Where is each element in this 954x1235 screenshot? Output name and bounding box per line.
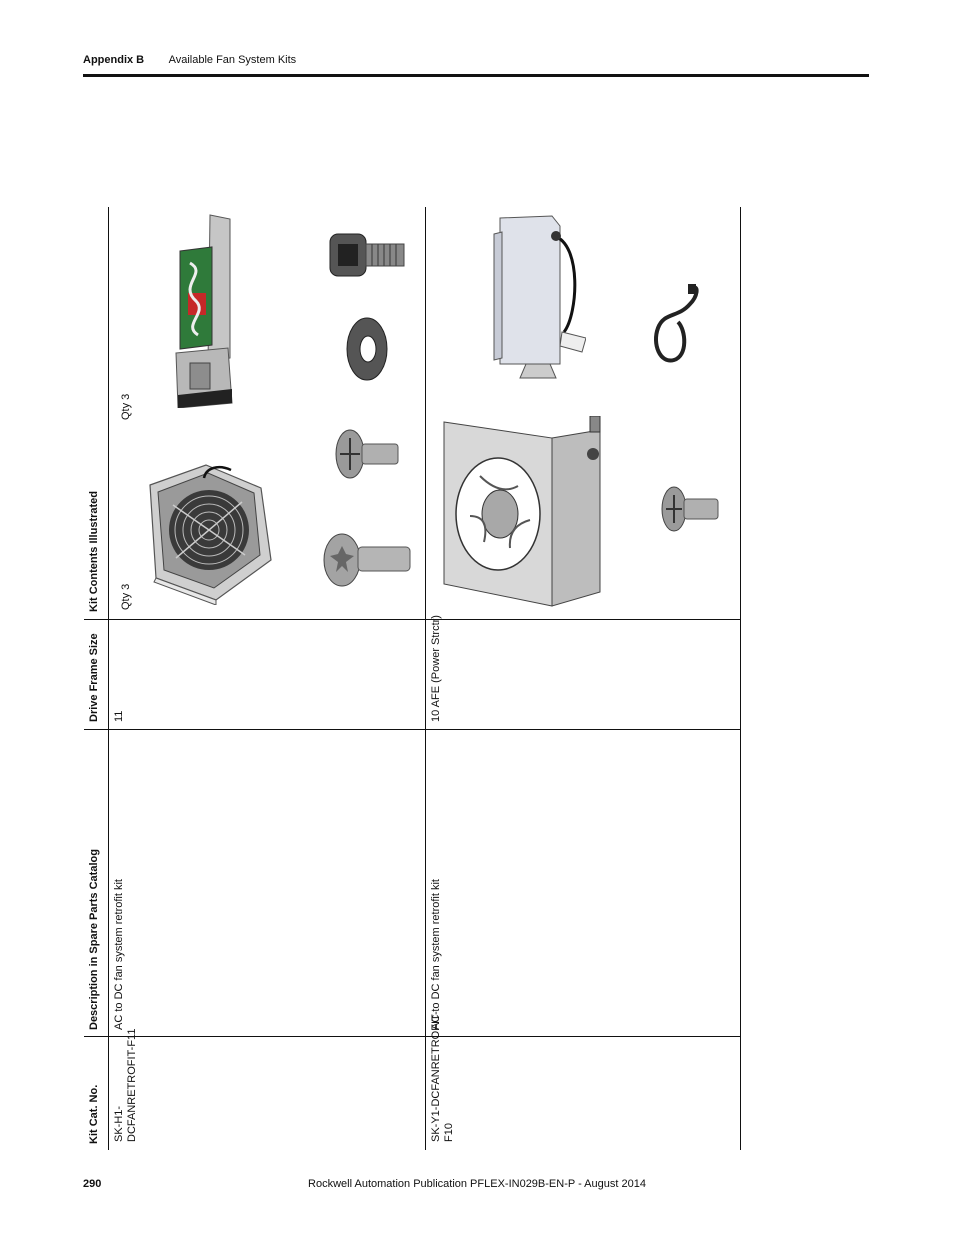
panhead-screw-image xyxy=(334,428,400,480)
header-column-divider xyxy=(108,207,109,1150)
publication-info: Rockwell Automation Publication PFLEX-IN029B-EN-P - August 2014 xyxy=(308,1178,646,1190)
panhead-screw-image xyxy=(660,485,720,533)
circuit-board-bracket-image xyxy=(168,213,238,408)
frame-size-value: 10 AFE (Power Strctr) xyxy=(430,615,442,722)
fan-housing-image xyxy=(136,460,286,605)
table-right-edge xyxy=(740,207,741,1150)
kit-cat-no: SK-Y1-DCFANRETROFIT- F10 xyxy=(430,1011,455,1142)
column-divider-description xyxy=(84,1036,740,1037)
header-rule xyxy=(83,74,869,77)
power-supply-module-image xyxy=(490,214,586,380)
column-divider-frame xyxy=(84,729,740,730)
appendix-label: Appendix B xyxy=(83,54,145,66)
torx-screw-image xyxy=(322,532,412,588)
page-number: 290 xyxy=(83,1178,102,1190)
description-text: AC to DC fan system retrofit kit xyxy=(113,879,125,1030)
running-header xyxy=(83,54,296,66)
quantity-label: Qty 3 xyxy=(120,583,132,610)
column-header-kit-cat-no: Kit Cat. No. xyxy=(88,1084,100,1144)
column-divider-contents xyxy=(84,619,740,620)
frame-size-value: 11 xyxy=(113,710,125,722)
quantity-label: Qty 3 xyxy=(120,393,132,420)
kit-cat-no: SK-H1- DCFANRETROFIT-F11 xyxy=(113,1028,138,1142)
row-divider xyxy=(425,207,426,1150)
cable-tie-image xyxy=(650,282,700,366)
column-header-frame-size: Drive Frame Size xyxy=(88,633,100,722)
washer-image xyxy=(344,316,390,382)
square-fan-image xyxy=(440,416,610,608)
description-text: AC to DC fan system retrofit kit xyxy=(430,879,442,1030)
section-title: Available Fan System Kits xyxy=(168,54,297,66)
socket-screw-image xyxy=(328,232,406,278)
column-header-description: Description in Spare Parts Catalog xyxy=(88,849,100,1030)
column-header-contents: Kit Contents Illustrated xyxy=(88,490,100,612)
